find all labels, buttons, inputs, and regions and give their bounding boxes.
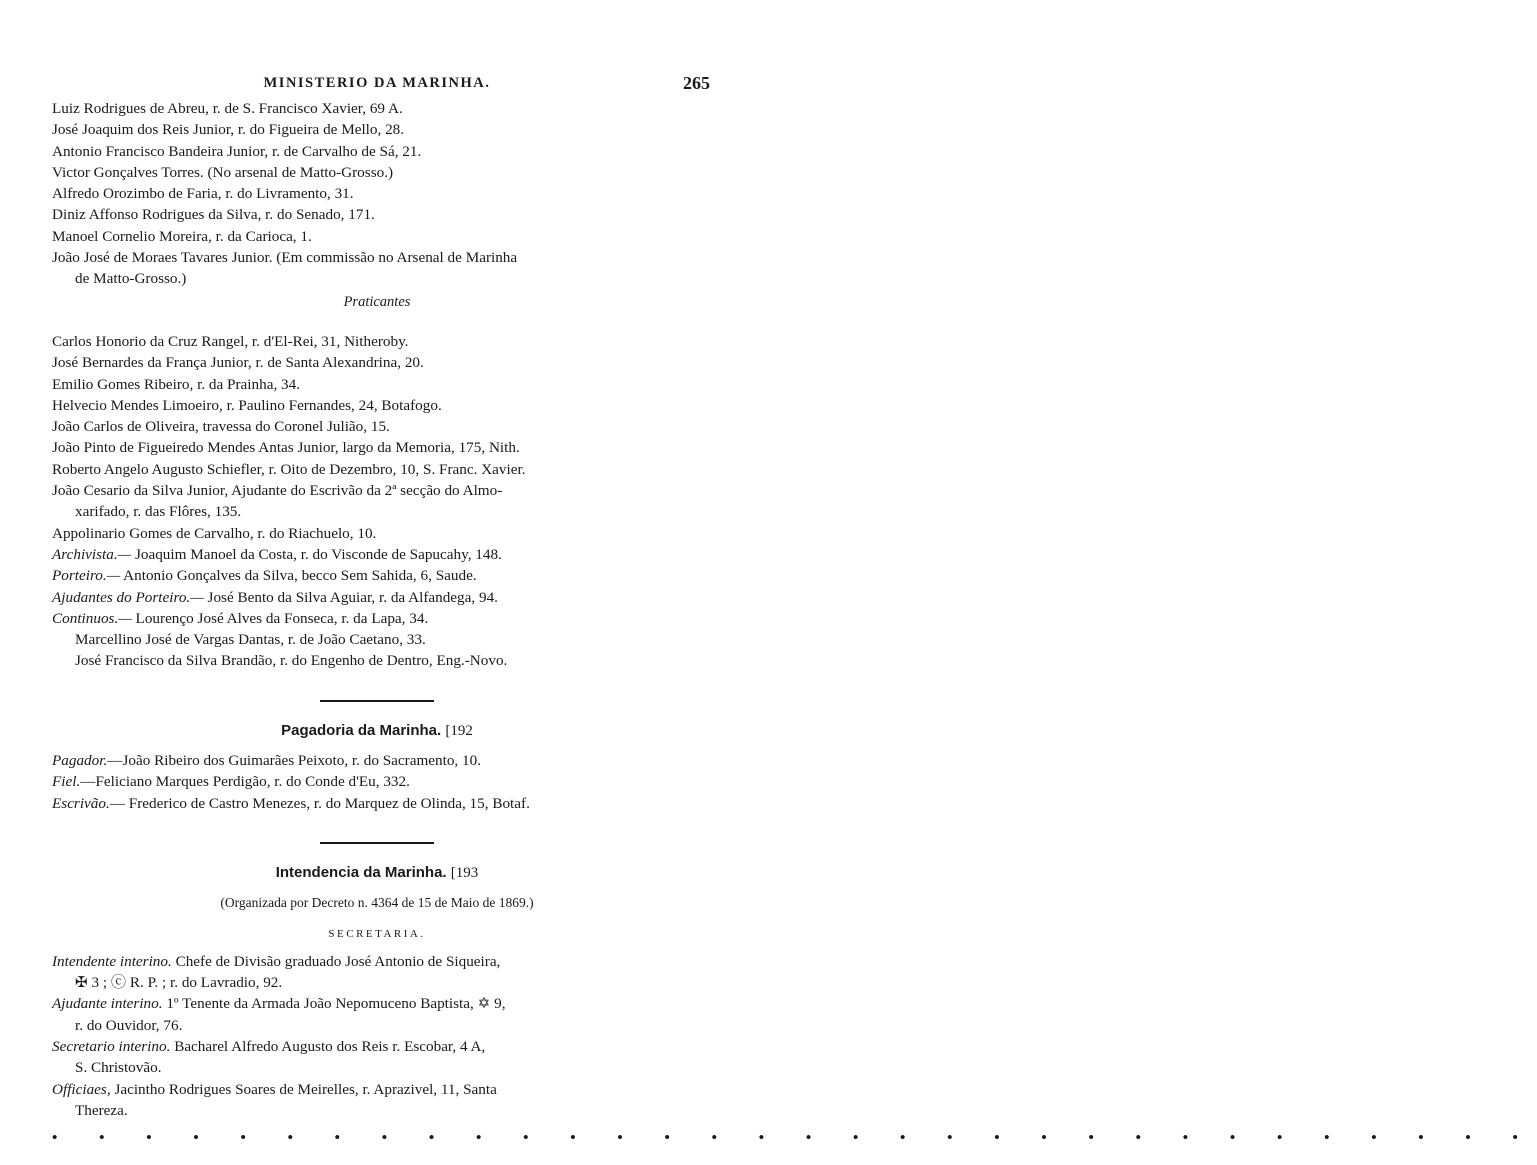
- list-item: [52, 771, 702, 792]
- page: [52, 68, 1537, 1148]
- role-text: Bacharel Alfredo Augusto dos Reis r. Escobar, 4 A,: [170, 1037, 486, 1055]
- list-item: José Joaquim dos Reis Junior, r. do Figueira de Mello, 28.: [52, 121, 405, 139]
- role-label: Officiaes,: [52, 1080, 111, 1098]
- list-item: José Bernardes da França Junior, r. de Santa Alexandrina, 20.: [52, 354, 424, 372]
- praticantes-list: [52, 331, 702, 544]
- role-text: —Feliciano Marques Perdigão, r. do Conde d'Eu, 332.: [80, 773, 410, 791]
- role-text: Lourenço José Alves da Fonseca, r. da Lapa, 34.: [131, 609, 429, 627]
- list-item: Diniz Affonso Rodrigues da Silva, r. do Senado, 171.: [52, 206, 375, 224]
- list-item: [52, 1036, 702, 1057]
- list-item: [52, 993, 702, 1014]
- list-item-continuation: ✠ 3 ; ⓒ R. P. ; r. do Lavradio, 92.: [75, 974, 283, 992]
- page-number: 265: [683, 73, 710, 93]
- section-divider: [320, 842, 434, 844]
- section-title-text: Pagadoria da Marinha.: [281, 721, 442, 739]
- pagadoria-list: [52, 750, 702, 814]
- list-item: [52, 951, 702, 972]
- list-item: Emilio Gomes Ribeiro, r. da Prainha, 34.: [52, 375, 301, 393]
- decree-note: (Organizada por Decreto n. 4364 de 15 de Maio de 1869.): [220, 895, 534, 911]
- list-item: Alfredo Orozimbo de Faria, r. do Livramento, 31.: [52, 185, 354, 203]
- section-title-text: Intendencia da Marinha.: [275, 863, 447, 881]
- list-item: Roberto Angelo Augusto Schiefler, r. Oito de Dezembro, 10, S. Franc. Xavier.: [52, 460, 526, 478]
- section-number: [192: [445, 722, 473, 739]
- role-text: José Bento da Silva Aguiar, r. da Alfandega, 94.: [203, 588, 498, 606]
- list-item: Manoel Cornelio Moreira, r. da Carioca, 1.: [52, 227, 312, 245]
- role-label: Intendente interino.: [52, 952, 172, 970]
- list-item: João Cesario da Silva Junior, Ajudante do Escrivão da 2ª secção do Almo-: [52, 482, 503, 500]
- list-item: [52, 750, 702, 771]
- role-label: Pagador.: [52, 752, 108, 770]
- list-item: [52, 793, 702, 814]
- list-item-continuation: S. Christovão.: [75, 1059, 162, 1077]
- list-item: João Pinto de Figueiredo Mendes Antas Junior, largo da Memoria, 175, Nith.: [52, 439, 520, 457]
- role-text: 1º Tenente da Armada João Nepomuceno Baptista, ✡ 9,: [162, 995, 506, 1013]
- role-text: Antonio Gonçalves da Silva, becco Sem Sahida, 6, Saude.: [120, 567, 477, 585]
- list-item: Appolinario Gomes de Carvalho, r. do Riachuelo, 10.: [52, 524, 377, 542]
- list-item: José Francisco da Silva Brandão, r. do Engenho de Dentro, Eng.-Novo.: [75, 652, 508, 670]
- list-item-continuation: de Matto-Grosso.): [75, 270, 187, 288]
- running-header: [52, 68, 710, 98]
- role-label: Archivista.—: [52, 545, 132, 563]
- role-text: —João Ribeiro dos Guimarães Peixoto, r. do Sacramento, 10.: [107, 752, 481, 770]
- section-heading-praticantes: Praticantes: [343, 293, 411, 310]
- section-title-pagadoria: [52, 720, 702, 742]
- list-item-continuation: r. do Ouvidor, 76.: [75, 1016, 183, 1034]
- list-item: Marcellino José de Vargas Dantas, r. de João Caetano, 33.: [75, 631, 426, 649]
- role-text: Chefe de Divisão graduado José Antonio de Siqueira,: [171, 952, 501, 970]
- list-item: João José de Moraes Tavares Junior. (Em commissão no Arsenal de Marinha: [52, 249, 518, 267]
- list-item: [52, 544, 702, 565]
- section-title-intendencia: [52, 862, 702, 884]
- role-label: Continuos.—: [52, 609, 132, 627]
- list-item: Luiz Rodrigues de Abreu, r. de S. Francisco Xavier, 69 A.: [52, 100, 403, 117]
- list-item: Carlos Honorio da Cruz Rangel, r. d'El-Rei, 31, Nitheroby.: [52, 332, 409, 350]
- intendencia-list: [52, 951, 702, 1121]
- role-label: Ajudantes do Porteiro.—: [52, 588, 204, 606]
- role-label: Secretario interino.: [52, 1037, 171, 1055]
- role-text: Jacintho Rodrigues Soares de Meirelles, r. Aprazivel, 11, Santa: [110, 1080, 497, 1098]
- role-label: Escrivão.: [52, 794, 110, 812]
- section-number: [193: [450, 864, 479, 881]
- list-item: Victor Gonçalves Torres. (No arsenal de Matto-Grosso.): [52, 163, 394, 181]
- employees-list: [52, 98, 702, 290]
- role-label: Ajudante interino.: [52, 995, 163, 1013]
- role-text: — Frederico de Castro Menezes, r. do Marquez de Olinda, 15, Botaf.: [109, 794, 530, 812]
- role-text: Joaquim Manoel da Costa, r. do Visconde de Sapucahy, 148.: [131, 545, 502, 563]
- roles-list: [52, 544, 702, 672]
- subsection-secretaria: SECRETARIA.: [328, 927, 426, 940]
- list-item: [52, 1079, 702, 1100]
- list-item: Antonio Francisco Bandeira Junior, r. de Carvalho de Sá, 21.: [52, 142, 422, 160]
- list-item: [52, 587, 702, 608]
- list-item: [52, 565, 702, 586]
- list-item-continuation: xarifado, r. das Flôres, 135.: [75, 503, 242, 521]
- list-item: Helvecio Mendes Limoeiro, r. Paulino Fernandes, 24, Botafogo.: [52, 396, 442, 414]
- list-item: [52, 608, 702, 629]
- page-title: MINISTERIO DA MARINHA.: [263, 75, 491, 91]
- list-item: João Carlos de Oliveira, travessa do Coronel Julião, 15.: [52, 418, 390, 436]
- role-label: Porteiro.—: [52, 567, 121, 585]
- role-label: Fiel.: [52, 773, 81, 791]
- section-divider: [320, 700, 434, 702]
- footer-dot-leader: • • • • • • • • • • • • • • • • • • • • • • • • • • • • • • • •: [52, 1129, 1537, 1147]
- list-item-continuation: Thereza.: [75, 1101, 128, 1119]
